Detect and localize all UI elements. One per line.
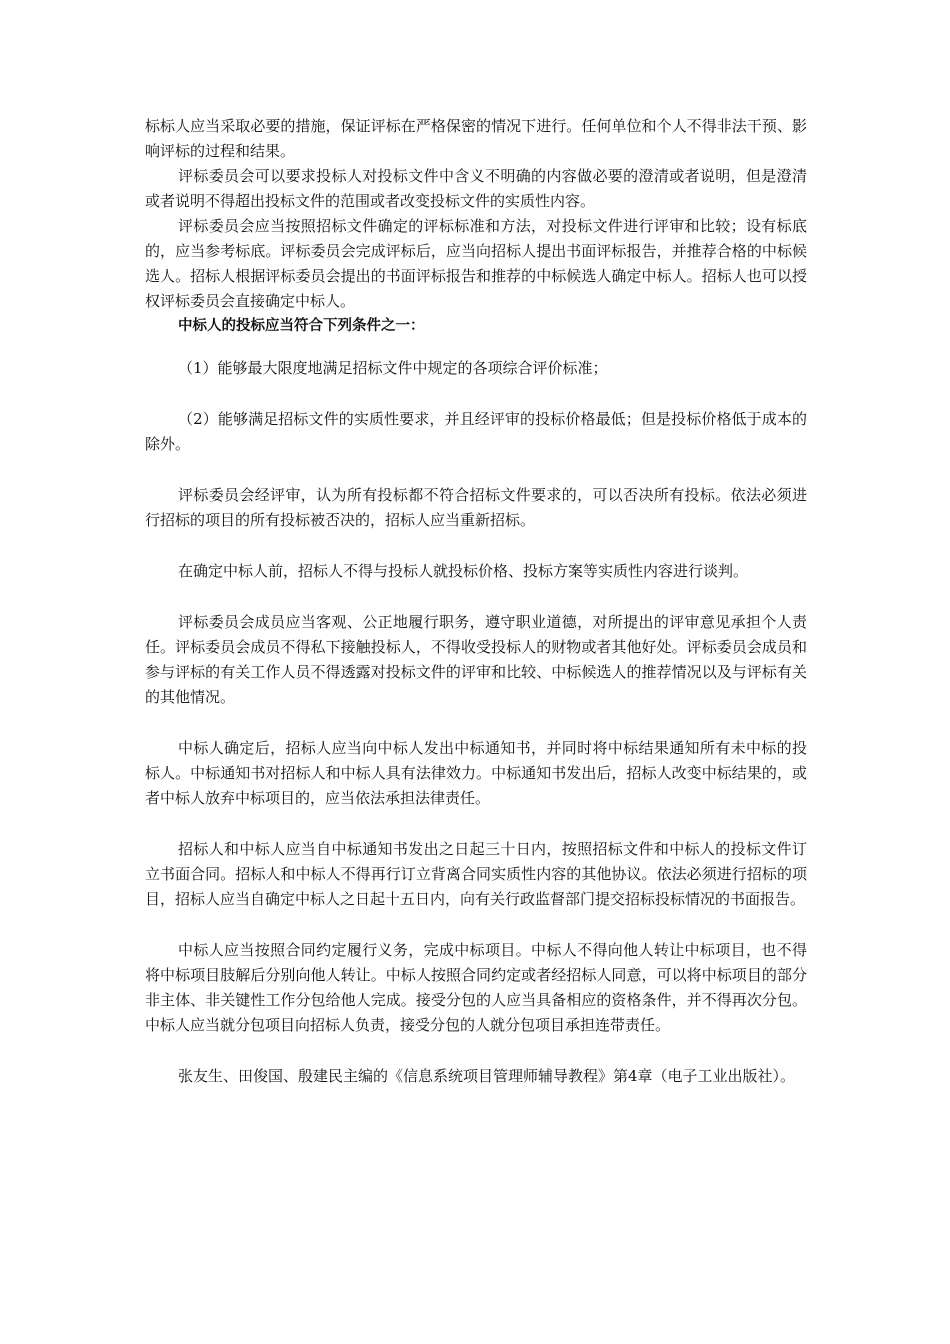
paragraph-clarification: 评标委员会可以要求投标人对投标文件中含义不明确的内容做必要的澄清或者说明，但是澄清或者说明不得超出投标文件的范围或者改变投标文件的实质性内容。 [145,167,807,210]
document-body [145,114,807,1089]
paragraph-evaluation-report: 评标委员会应当按照招标文件确定的评标标准和方法，对投标文件进行评审和比较；设有标底的，应当参考标底。评标委员会完成评标后，应当向招标人提出书面评标报告，并推荐合格的中标候选人。招标人根据评标委员会提出的书面评标报告和推荐的中标候选人确定中标人。招标人也可以授权评标委员会直接确定中标人。 [145,217,807,310]
paragraph-subcontracting: 中标人应当按照合同约定履行义务，完成中标项目。中标人不得向他人转让中标项目，也不得将中标项目肢解后分别向他人转让。中标人按照合同约定或者经招标人同意，可以将中标项目的部分非主体、非关键性工作分包给他人完成。接受分包的人应当具备相应的资格条件，并不得再次分包。中标人应当就分包项目向招标人负责，接受分包的人就分包项目承担连带责任。 [145,941,807,1034]
condition-item-2: （2）能够满足招标文件的实质性要求，并且经评审的投标价格最低；但是投标价格低于成本的除外。 [145,410,807,453]
paragraph-award-notice: 中标人确定后，招标人应当向中标人发出中标通知书，并同时将中标结果通知所有未中标的投标人。中标通知书对招标人和中标人具有法律效力。中标通知书发出后，招标人改变中标结果的，或者中标人放弃中标项目的，应当依法承担法律责任。 [145,739,807,807]
section-heading-winning-conditions: 中标人的投标应当符合下列条件之一： [178,318,425,334]
paragraph-reject-all-bids: 评标委员会经评审，认为所有投标都不符合招标文件要求的，可以否决所有投标。依法必须进行招标的项目的所有投标被否决的，招标人应当重新招标。 [145,486,807,529]
paragraph-no-negotiation: 在确定中标人前，招标人不得与投标人就投标价格、投标方案等实质性内容进行谈判。 [178,562,749,580]
condition-item-1: （1）能够最大限度地满足招标文件中规定的各项综合评价标准； [178,359,608,377]
paragraph-reference: 张友生、田俊国、殷建民主编的《信息系统项目管理师辅导教程》第4章（电子工业出版社）。 [178,1067,796,1085]
paragraph-committee-duties: 评标委员会成员应当客观、公正地履行职务，遵守职业道德，对所提出的评审意见承担个人责任。评标委员会成员不得私下接触投标人，不得收受投标人的财物或者其他好处。评标委员会成员和参与评标的有关工作人员不得透露对投标文件的评审和比较、中标候选人的推荐情况以及与评标有关的其他情况。 [145,613,807,706]
paragraph-contract: 招标人和中标人应当自中标通知书发出之日起三十日内，按照招标文件和中标人的投标文件订立书面合同。招标人和中标人不得再行订立背离合同实质性内容的其他协议。依法必须进行招标的项目，招标人应当自确定中标人之日起十五日内，向有关行政监督部门提交招标投标情况的书面报告。 [145,840,807,908]
paragraph-confidentiality: 标标人应当采取必要的措施，保证评标在严格保密的情况下进行。任何单位和个人不得非法干预、影响评标的过程和结果。 [145,117,807,160]
